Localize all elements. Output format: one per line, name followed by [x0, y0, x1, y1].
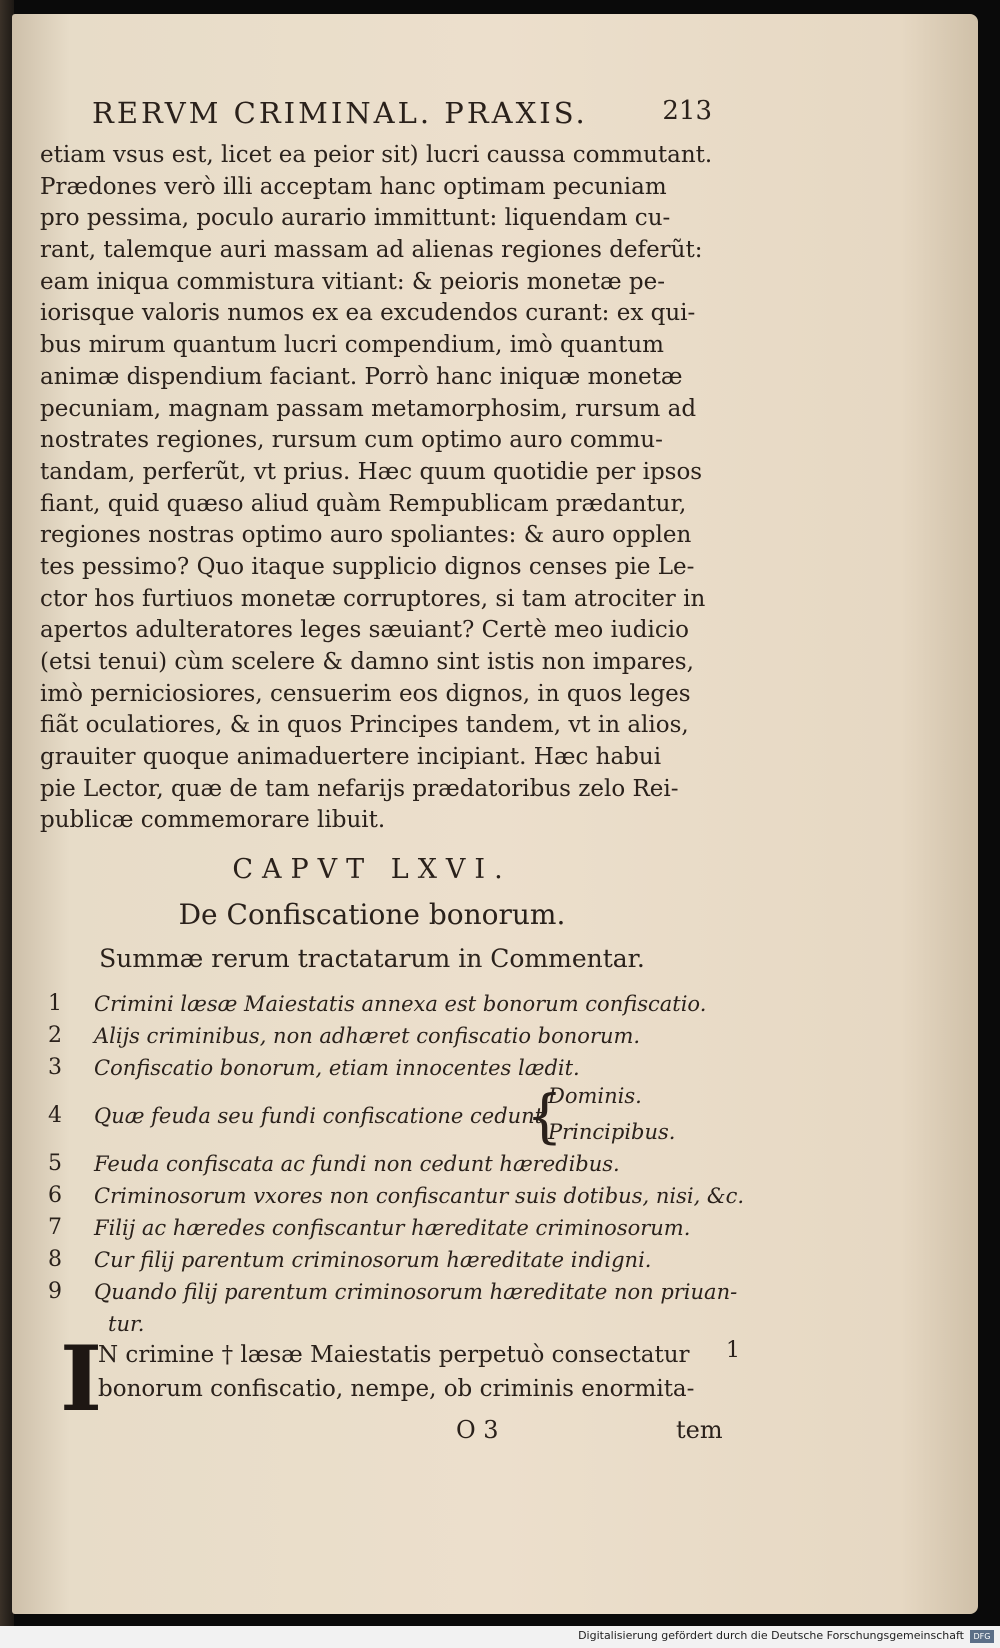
summary-item [48, 988, 728, 1020]
summary-text: Alijs criminibus, non adhæret confiscatio bonorum. [94, 1024, 641, 1048]
summary-text: Cur filij parentum criminosorum hæreditate indigni. [94, 1248, 652, 1272]
drop-cap: I [60, 1326, 103, 1432]
text-line: grauiter quoque animaduertere incipiant. Hæc habui [40, 744, 662, 771]
text-line: ctor hos furtiuos monetæ corruptores, si tam atrociter in [40, 585, 706, 612]
summary-number: 7 [48, 1215, 62, 1240]
book-page [12, 14, 978, 1614]
summary-item [48, 1020, 728, 1052]
summary-text: Crimini læsæ Maiestatis annexa est bonorum confiscatio. [94, 992, 707, 1016]
text-line: pro pessima, poculo aurario immittunt: liquendam cu- [40, 205, 671, 232]
summary-title: Summæ rerum tractatarum in Commentar. [99, 944, 645, 973]
chapter-text [98, 1338, 718, 1406]
text-line: fiant, quid quæso aliud quàm Rempublicam prædantur, [40, 490, 687, 517]
summary-number: 1 [48, 991, 62, 1016]
text-line: bus mirum quantum lucri compendium, imò quantum [40, 332, 664, 359]
text-line: tandam, perferũt, vt prius. Hæc quum quotidie per ipsos [40, 458, 703, 485]
summary-number: 6 [48, 1183, 62, 1208]
summary-number: 4 [48, 1103, 62, 1128]
summary-item [48, 1276, 738, 1308]
summary-item [48, 1084, 728, 1148]
summary-option: Principibus. [548, 1120, 676, 1144]
summary-text: Feuda confiscata ac fundi non cedunt hæredibus. [94, 1152, 620, 1176]
text-line: (etsi tenui) cùm scelere & damno sint istis non impares, [40, 649, 694, 675]
text-line: rant, talemque auri massam ad alienas regiones deferũt: [40, 237, 703, 264]
chapter-subtitle: De Confiscatione bonorum. [178, 898, 566, 931]
summary-number: 3 [48, 1055, 62, 1080]
summary-text: Filij ac hæredes confiscantur hæreditate criminosorum. [94, 1216, 691, 1240]
funding-credit: Digitalisierung gefördert durch die Deutsche Forschungsgemeinschaft [578, 1629, 964, 1642]
summary-option: Dominis. [548, 1084, 642, 1108]
text-line: pie Lector, quæ de tam nefarijs prædatoribus zelo Rei- [40, 775, 679, 802]
signature-mark: O 3 [456, 1416, 499, 1444]
summary-text: tur. [108, 1312, 145, 1336]
text-line: eam iniqua commistura vitiant: & peioris monetæ pe- [40, 268, 666, 295]
summary-text: Quando filij parentum criminosorum hæreditate non priuan- [94, 1280, 738, 1304]
chapter-heading: CAPVT LXVI. [232, 854, 512, 885]
text-line: nostrates regiones, rursum cum optimo auro commu- [40, 427, 663, 454]
margin-number: 1 [726, 1338, 740, 1363]
page-number: 213 [662, 96, 712, 126]
text-line: iorisque valoris numos ex ea excudendos curant: ex qui- [40, 300, 696, 327]
footer-bar [0, 1626, 1000, 1648]
summary-number: 9 [48, 1279, 62, 1304]
text-line: Prædones verò illi acceptam hanc optimam pecuniam [40, 173, 667, 200]
summary-number: 8 [48, 1247, 62, 1272]
text-line: imò perniciosiores, censuerim eos dignos, in quos leges [40, 680, 691, 707]
dfg-logo: DFG [970, 1630, 994, 1643]
brace-icon: { [526, 1082, 563, 1150]
summary-text: Quæ feuda seu fundi confiscatione cedunt [94, 1104, 544, 1128]
summary-list [48, 988, 745, 1340]
text-line: N crimine † læsæ Maiestatis perpetuò consectatur [98, 1342, 690, 1368]
summary-item [48, 1244, 728, 1276]
running-title: RERVM CRIMINAL. PRAXIS. [92, 96, 588, 130]
summary-text: Confiscatio bonorum, etiam innocentes lædit. [94, 1056, 580, 1080]
text-line: publicæ commemorare libuit. [40, 807, 386, 834]
text-line: regiones nostras optimo auro spoliantes: & auro opplen [40, 522, 692, 549]
summary-item [48, 1308, 728, 1340]
summary-number: 2 [48, 1023, 62, 1048]
text-line: apertos adulteratores leges sæuiant? Certè meo iudicio [40, 617, 689, 644]
text-line: fiãt oculatiores, & in quos Principes tandem, vt in alios, [40, 712, 689, 739]
text-line: tes pessimo? Quo itaque supplicio dignos censes pie Le- [40, 553, 695, 580]
body-text [40, 140, 720, 837]
summary-text: Criminosorum vxores non confiscantur suis dotibus, nisi, &c. [94, 1184, 745, 1208]
summary-number: 5 [48, 1151, 62, 1176]
summary-item [48, 1180, 745, 1212]
text-line: animæ dispendium faciant. Porrò hanc iniquæ monetæ [40, 363, 683, 390]
summary-item [48, 1148, 728, 1180]
text-line: pecuniam, magnam passam metamorphosim, rursum ad [40, 395, 697, 422]
catchword: tem [676, 1416, 723, 1444]
text-line: bonorum confiscatio, nempe, ob criminis enormita- [98, 1376, 695, 1402]
running-header [92, 86, 712, 130]
summary-item [48, 1212, 728, 1244]
text-line: etiam vsus est, licet ea peior sit) lucri caussa commutant. [40, 142, 713, 168]
